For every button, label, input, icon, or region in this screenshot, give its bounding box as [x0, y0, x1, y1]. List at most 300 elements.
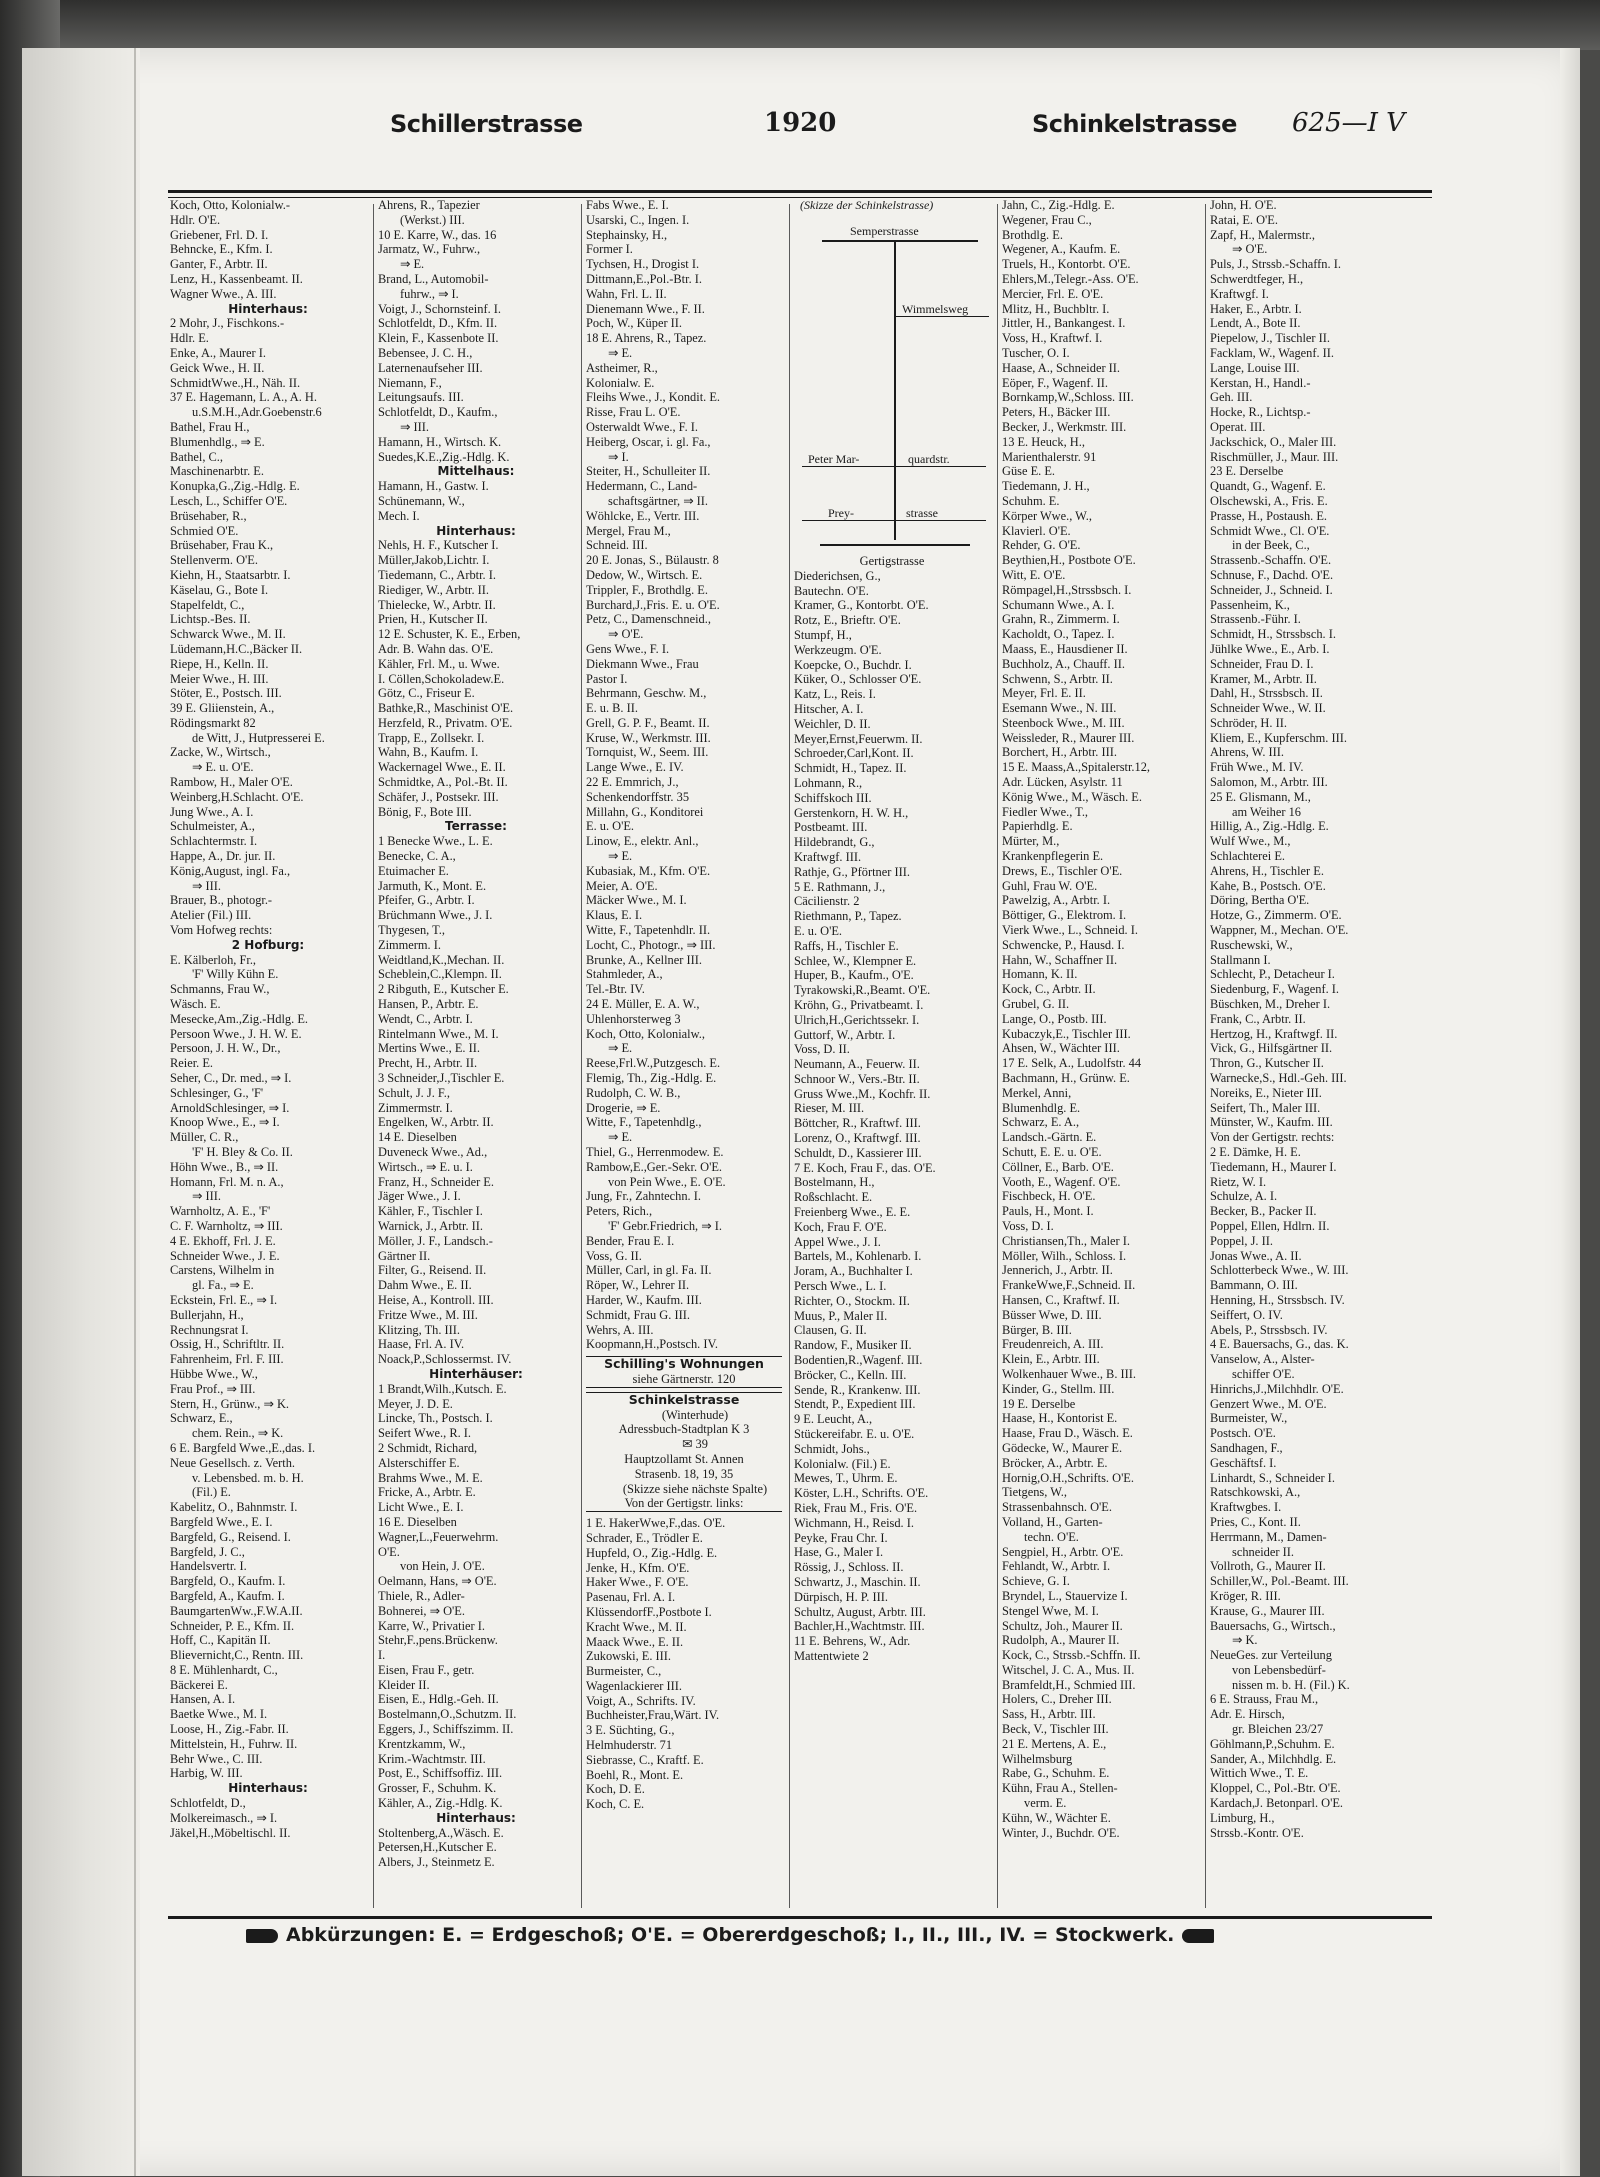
directory-entry: Roßschlacht. E.	[794, 1190, 873, 1205]
directory-entry: Brand, L., Automobil-	[378, 271, 489, 286]
directory-entry: Fiedler Wwe., T.,	[1002, 804, 1089, 819]
directory-entry: Fehlandt, W., Arbtr. I.	[1002, 1559, 1111, 1574]
directory-entry: Bröcker, A., Arbtr. E.	[1002, 1455, 1108, 1470]
directory-entry: Jäkel,H.,Möbeltischl. II.	[170, 1825, 291, 1840]
directory-entry: Kähler, F., Tischler I.	[378, 1204, 483, 1219]
directory-entry: Gruss Wwe.,M., Kochfr. II.	[794, 1086, 931, 1101]
directory-entry: Katz, L., Reis. I.	[794, 687, 876, 702]
directory-entry: Blumenhdlg., ⇒ E.	[170, 434, 265, 449]
directory-entry: Salomon, M., Arbtr. III.	[1210, 775, 1328, 790]
directory-entry: Meyer, J. D. E.	[378, 1396, 453, 1411]
directory-entry: Heiberg, Oscar, i. gl. Fa.,	[586, 434, 711, 449]
directory-entry: Fischbeck, H. O'E.	[1002, 1189, 1096, 1204]
directory-entry: ⇒ E.	[608, 849, 633, 864]
directory-entry: Schultz, Joh., Maurer II.	[1002, 1618, 1123, 1633]
directory-entry: Vierk Wwe., L., Schneid. I.	[1002, 923, 1138, 938]
directory-entry: Strassenbahnsch. O'E.	[1002, 1500, 1112, 1515]
directory-entry: Bargfeld, G., Reisend. I.	[170, 1529, 291, 1544]
directory-entry: Uhlenhorsterweg 3	[586, 1011, 681, 1026]
directory-entry: Sass, H., Arbtr. III.	[1002, 1707, 1096, 1722]
directory-entry: Bargfeld, O., Kaufm. I.	[170, 1574, 286, 1589]
directory-entry: Landsch.-Gärtn. E.	[1002, 1130, 1097, 1145]
directory-entry: 9 E. Leucht, A.,	[794, 1412, 873, 1427]
directory-entry: Wolkenhauer Wwe., B. III.	[1002, 1366, 1136, 1381]
directory-entry: Bostelmann,O.,Schutzm. II.	[378, 1707, 517, 1722]
directory-entry: Haase, Frau D., Wäsch. E.	[1002, 1426, 1133, 1441]
directory-entry: Rotz, E., Brieftr. O'E.	[794, 613, 901, 628]
directory-entry: Rambow, H., Maler O'E.	[170, 775, 293, 790]
directory-entry: Lincke, Th., Postsch. I.	[378, 1411, 493, 1426]
directory-entry: Witt, E. O'E.	[1002, 567, 1066, 582]
directory-entry: Gödecke, W., Maurer E.	[1002, 1440, 1123, 1455]
directory-entry: Stoltenberg,A.,Wäsch. E.	[378, 1825, 504, 1840]
directory-entry: Holers, C., Dreher III.	[1002, 1692, 1112, 1707]
directory-entry: (Skizze siehe nächste Spalte)	[622, 1481, 768, 1496]
directory-entry: Albers, J., Steinmetz E.	[378, 1855, 495, 1870]
directory-entry: 10 E. Karre, W., das. 16	[378, 227, 497, 242]
directory-entry: Eggers, J., Schiffszimm. II.	[378, 1722, 514, 1737]
directory-entry: Sandhagen, F.,	[1210, 1440, 1283, 1455]
directory-entry: ⇒ III.	[192, 1189, 221, 1204]
directory-entry: Eöper, F., Wagenf. II.	[1002, 375, 1109, 390]
directory-entry: Adr. E. Hirsch,	[1210, 1707, 1285, 1722]
directory-entry: Knoop Wwe., E., ⇒ I.	[170, 1115, 280, 1130]
directory-entry: Kardach,J. Betonparl. O'E.	[1210, 1796, 1343, 1811]
directory-entry: Hedermann, C., Land-	[586, 479, 698, 494]
directory-entry: Riediger, W., Arbtr. II.	[378, 582, 490, 597]
directory-entry: Appel Wwe., J. I.	[794, 1234, 881, 1249]
directory-entry: Stückereifabr. E. u. O'E.	[794, 1427, 915, 1442]
directory-entry: u.S.M.H.,Adr.Goebenstr.6	[192, 405, 322, 420]
directory-entry: Rathje, G., Pförtner III.	[794, 864, 910, 879]
directory-entry: Harder, W., Kaufm. III.	[586, 1292, 702, 1307]
directory-entry: Becker, J., Werkmstr. III.	[1002, 419, 1127, 434]
directory-entry: Körper Wwe., W.,	[1002, 508, 1092, 523]
directory-entry: Bröcker, C., Kelln. III.	[794, 1367, 907, 1382]
directory-entry: 'F' H. Bley & Co. II.	[192, 1145, 293, 1159]
directory-entry: C. F. Warnholtz, ⇒ III.	[170, 1218, 283, 1233]
directory-entry: Schulmeister, A.,	[170, 819, 255, 834]
directory-entry: Bargfeld, J. C.,	[170, 1544, 245, 1559]
directory-entry: Schneider Wwe., J. E.	[170, 1248, 280, 1263]
directory-entry: 8 E. Mühlenhardt, C.,	[170, 1662, 278, 1677]
directory-entry: de Witt, J., Hutpresserei E.	[192, 730, 325, 745]
directory-entry: Geschäftsf. I.	[1210, 1455, 1277, 1470]
directory-entry: 37 E. Hagemann, L. A., A. H.	[170, 390, 317, 405]
directory-entry: Volland, H., Garten-	[1002, 1514, 1103, 1529]
directory-entry: Köster, L.H., Schrifts. O'E.	[794, 1486, 929, 1501]
directory-entry: Schulze, A. I.	[1210, 1189, 1278, 1204]
directory-entry: 23 E. Derselbe	[1210, 464, 1284, 479]
directory-entry: Hansen, P., Arbtr. E.	[378, 997, 479, 1012]
directory-entry: Dahl, H., Strssbsch. II.	[1210, 686, 1323, 701]
directory-entry: 2 Mohr, J., Fischkons.-	[170, 316, 285, 331]
directory-entry: Diekmann Wwe., Frau	[586, 656, 699, 671]
directory-entry: Mergel, Frau M.,	[586, 523, 671, 538]
directory-entry: Geick Wwe., H. II.	[170, 360, 265, 375]
directory-entry: Schlachterei E.	[1210, 849, 1285, 864]
directory-entry: Karre, W., Privatier I.	[378, 1618, 486, 1633]
directory-entry: Papierhdlg. E.	[1002, 819, 1073, 834]
directory-entry: Hübbe Wwe., W.,	[170, 1366, 258, 1381]
directory-entry: Rödingsmarkt 82	[170, 715, 256, 730]
directory-entry: Schröder, H. II.	[1210, 715, 1287, 730]
directory-entry: Hansen, C., Kraftwf. II.	[1002, 1292, 1120, 1307]
directory-entry: Sende, R., Krankenw. III.	[794, 1382, 921, 1397]
street-sketch	[794, 198, 990, 548]
directory-entry: E. u. O'E.	[794, 923, 843, 938]
directory-entry: Voss, H., Kraftwf. I.	[1002, 331, 1103, 346]
directory-entry: Former I.	[586, 242, 633, 257]
directory-entry: Haase, A., Schneider II.	[1002, 360, 1121, 375]
directory-entry: Schmidt, H., Strssbsch. I.	[1210, 627, 1336, 642]
directory-entry: Klavierl. O'E.	[1002, 523, 1071, 538]
directory-entry: Wendt, C., Arbtr. I.	[378, 1011, 473, 1026]
directory-entry: Bebensee, J. C. H.,	[378, 345, 473, 360]
directory-entry: 6 E. Bargfeld Wwe.,E.,das. I.	[170, 1440, 316, 1455]
directory-entry: Ruschewski, W.,	[1210, 937, 1293, 952]
directory-entry: Hitscher, A. I.	[794, 701, 864, 716]
directory-entry: Engelken, W., Arbtr. II.	[378, 1115, 494, 1130]
directory-entry: Homann, K. II.	[1002, 967, 1078, 982]
directory-entry: Krankenpflegerin E.	[1002, 849, 1104, 864]
directory-entry: Winter, J., Buchdr. O'E.	[1002, 1825, 1120, 1840]
directory-entry: Schutt, E. E. u. O'E.	[1002, 1145, 1102, 1159]
directory-entry: Pries, C., Kont. II.	[1210, 1514, 1301, 1529]
directory-entry: 24 E. Müller, E. A. W.,	[586, 997, 700, 1012]
directory-entry: Käselau, G., Bote I.	[170, 582, 269, 597]
directory-entry: Wegener, A., Kaufm. E.	[1002, 242, 1121, 257]
sketch-road-top	[822, 240, 978, 242]
directory-entry: Boehl, R., Mont. E.	[586, 1767, 684, 1782]
directory-entry: Ahrens, H., Tischler E.	[1210, 863, 1324, 878]
directory-entry: Witte, F., Tapetenhdlg.,	[586, 1115, 702, 1130]
directory-entry: Schultz, August, Arbtr. III.	[794, 1604, 926, 1619]
directory-entry: Jarmatz, W., Fuhrw.,	[378, 242, 481, 257]
directory-entry: Vollroth, G., Maurer II.	[1210, 1559, 1326, 1574]
directory-entry: Grubel, G. II.	[1002, 997, 1070, 1012]
directory-entry: Koch, Otto, Kolonialw.-	[170, 198, 290, 212]
directory-entry: Krause, G., Maurer III.	[1210, 1603, 1325, 1618]
directory-entry: gr. Bleichen 23/27	[1232, 1722, 1324, 1737]
directory-entry: Schmidtke, A., Pol.-Bt. II.	[378, 775, 508, 790]
column-1	[170, 198, 366, 1912]
directory-entry: von Hein, J. O'E.	[400, 1559, 485, 1574]
directory-entry: Rietz, W. I.	[1210, 1174, 1267, 1189]
directory-entry: FrankeWwe,F.,Schneid. II.	[1002, 1278, 1136, 1293]
directory-entry: Schlotfeldt, D., Kaufm.,	[378, 405, 498, 420]
directory-entry: Tiedemann, J. H.,	[1002, 479, 1090, 494]
directory-entry: Haase, Frl. A. IV.	[378, 1337, 465, 1352]
advert-box	[586, 1356, 782, 1388]
directory-entry: Von der Gertigstr. links:	[624, 1496, 744, 1511]
page-right-edge	[1560, 48, 1580, 2176]
column-divider	[1205, 204, 1206, 1908]
directory-entry: Dittmann,E.,Pol.-Btr. I.	[586, 271, 702, 286]
directory-entry: (Winterhude)	[661, 1407, 729, 1422]
directory-entry: Schroeder,Carl,Kont. II.	[794, 746, 914, 761]
directory-entry: Osterwaldt Wwe., F. I.	[586, 419, 698, 434]
directory-entry: Kühn, W., Wächter E.	[1002, 1810, 1111, 1825]
directory-entry: von Lebensbedürf-	[1232, 1662, 1326, 1677]
directory-entry: 6 E. Strauss, Frau M.,	[1210, 1692, 1319, 1707]
directory-entry: Böttiger, G., Elektrom. I.	[1002, 908, 1127, 923]
header-rule	[168, 190, 1432, 198]
directory-entry: Lange Wwe., E. IV.	[586, 760, 684, 775]
directory-entry: Molkereimasch., ⇒ I.	[170, 1810, 278, 1825]
directory-entry: König,August, ingl. Fa.,	[170, 863, 291, 878]
directory-entry: Klein, F., Kassenbote II.	[378, 331, 499, 346]
directory-entry: Wagner Wwe., A. III.	[170, 286, 277, 301]
directory-entry: Atelier (Fil.) III.	[170, 908, 252, 923]
directory-entry: Griebener, Frl. D. I.	[170, 227, 269, 242]
directory-entry: Bargfeld, A., Kaufm. I.	[170, 1588, 285, 1603]
directory-entry: 16 E. Dieselben	[378, 1514, 457, 1529]
directory-entry: Gens Wwe., F. I.	[586, 641, 670, 656]
directory-entry: Kiehn, H., Staatsarbtr. I.	[170, 567, 291, 582]
directory-entry: Bargfeld Wwe., E. I.	[170, 1514, 273, 1529]
directory-entry: Mech. I.	[378, 508, 420, 523]
directory-entry: Terrasse:	[445, 819, 507, 834]
directory-entry: Göhlmann,P.,Schuhm. E.	[1210, 1736, 1335, 1751]
directory-entry: Filter, G., Reisend. II.	[378, 1263, 487, 1278]
directory-entry: Poppel, Ellen, Hdlrn. II.	[1210, 1218, 1330, 1233]
directory-entry: SchmidtWwe.,H., Näh. II.	[170, 375, 301, 390]
pointing-hand-icon	[246, 1929, 278, 1943]
directory-entry: Bathel, Frau H.,	[170, 419, 250, 434]
directory-entry: Wackernagel Wwe., E. II.	[378, 760, 506, 775]
directory-entry: Ulrich,H.,Gerichtssekr. I.	[794, 1012, 920, 1027]
directory-entry: Tiedemann, H., Maurer I.	[1210, 1159, 1337, 1174]
directory-entry: Seifert, Th., Maler III.	[1210, 1100, 1321, 1115]
directory-entry: Reier. E.	[170, 1056, 214, 1071]
directory-entry: 17 E. Selk, A., Ludolfstr. 44	[1002, 1056, 1142, 1071]
directory-entry: Behr Wwe., C. III.	[170, 1751, 263, 1766]
directory-entry: Koch, Frau F. O'E.	[794, 1219, 887, 1234]
directory-entry: Carstens, Wilhelm in	[170, 1263, 275, 1278]
directory-entry: I.	[378, 1648, 386, 1663]
directory-entry: Steenbock Wwe., M. III.	[1002, 715, 1125, 730]
abbreviations-text: Abkürzungen: E. = Erdgeschoß; O'E. = Obererdgeschoß; I., II., III., IV. = Stockwerk.	[286, 1924, 1175, 1946]
directory-entry: Rieser, M. III.	[794, 1101, 865, 1116]
directory-entry: Mürter, M.,	[1002, 834, 1060, 849]
directory-columns	[170, 198, 1430, 1912]
directory-entry: Konupka,G.,Zig.-Hdlg. E.	[170, 479, 300, 494]
directory-entry: Trippler, F., Brothdlg. E.	[586, 582, 708, 597]
binding-gutter	[22, 48, 140, 2176]
directory-entry: Lüdemann,H.C.,Bäcker II.	[170, 641, 303, 656]
directory-entry: ⇒ I.	[608, 449, 629, 464]
directory-entry: Schuldt, D., Kassierer III.	[794, 1145, 922, 1160]
directory-entry: Mattentwiete 2	[794, 1648, 869, 1663]
directory-entry: 22 E. Emmrich, J.,	[586, 775, 679, 790]
directory-entry: Dürpisch, H. P. III.	[794, 1589, 888, 1604]
directory-entry: Römpagel,H.,Strssbsch. I.	[1002, 582, 1132, 597]
directory-entry: Becker, B., Packer II.	[1210, 1204, 1317, 1219]
directory-entry: Voss, D. II.	[794, 1042, 850, 1057]
directory-entry: Piepelow, J., Tischler II.	[1210, 331, 1331, 346]
directory-entry: Seiffert, O. IV.	[1210, 1307, 1283, 1322]
directory-entry: Rintelmann Wwe., M. I.	[378, 1026, 499, 1041]
directory-entry: Hinrichs,J.,Milchhdlr. O'E.	[1210, 1381, 1344, 1396]
directory-entry: Kubasiak, M., Kfm. O'E.	[586, 863, 711, 878]
directory-entry: 39 E. Gliienstein, A.,	[170, 701, 275, 716]
directory-entry: Rabe, G., Schuhm. E.	[1002, 1766, 1110, 1781]
sketch-road-main	[894, 240, 896, 540]
directory-entry: Hildebrandt, G.,	[794, 835, 875, 850]
directory-entry: Wäsch. E.	[170, 997, 221, 1012]
directory-entry: Schnoor W., Vers.-Btr. II.	[794, 1071, 920, 1086]
directory-entry: Tiedemann, C., Arbtr. I.	[378, 567, 496, 582]
directory-entry: Stallmann I.	[1210, 952, 1271, 967]
directory-entry: Kerstan, H., Handl.-	[1210, 375, 1311, 390]
directory-entry: E. u. B. II.	[586, 701, 638, 716]
directory-entry: Dahm Wwe., E. II.	[378, 1278, 472, 1293]
sketch-label-semperstrasse: Semperstrasse	[850, 224, 919, 238]
directory-entry: Eisen, Frau F., getr.	[378, 1662, 475, 1677]
directory-entry: Mewes, T., Uhrm. E.	[794, 1471, 898, 1486]
directory-entry: Schmidt Wwe., Cl. O'E.	[1210, 523, 1330, 538]
directory-entry: Stern, H., Grünw., ⇒ K.	[170, 1396, 290, 1411]
directory-entry: Kramer, M., Arbtr. II.	[1210, 671, 1317, 686]
directory-entry: Freienberg Wwe., E. E.	[794, 1205, 911, 1220]
directory-entry: 'F' Willy Kühn E.	[192, 967, 279, 982]
directory-entry: Hornig,O.H.,Schrifts. O'E.	[1002, 1470, 1134, 1485]
directory-entry: Voss, G. II.	[586, 1248, 642, 1263]
directory-entry: Weichler, D. II.	[794, 716, 871, 731]
directory-entry: Schäfer, J., Postsekr. III.	[378, 789, 499, 804]
directory-entry: Schmied O'E.	[170, 523, 239, 538]
directory-entry: 18 E. Ahrens, R., Tapez.	[586, 331, 707, 346]
directory-entry: Böttcher, R., Kraftwf. III.	[794, 1116, 921, 1131]
directory-entry: ✉ 39	[682, 1437, 708, 1452]
directory-entry: ⇒ III.	[400, 419, 429, 434]
directory-entry: Wagenlackierer III.	[586, 1678, 682, 1693]
directory-entry: Schlachtermstr. I.	[170, 834, 258, 849]
directory-entry: ⇒ E.	[400, 257, 425, 272]
directory-entry: Stapelfeldt, C.,	[170, 597, 245, 612]
directory-entry: Hamann, H., Wirtsch. K.	[378, 434, 502, 449]
directory-entry: Bathke,R., Maschinist O'E.	[378, 701, 514, 716]
abbreviations-footer	[238, 1924, 1378, 1954]
directory-entry: Schlesinger, G., 'F'	[170, 1085, 264, 1100]
sketch-label-strasse: strasse	[906, 506, 938, 520]
directory-entry: KlüssendorfF.,Postbote I.	[586, 1604, 712, 1619]
directory-entry: Kracht Wwe., M. II.	[586, 1619, 687, 1634]
directory-entry: Hauptzollamt St. Annen	[624, 1451, 744, 1466]
directory-entry: Koch, C. E.	[586, 1797, 645, 1812]
directory-entry: Burchard,J.,Fris. E. u. O'E.	[586, 597, 720, 612]
directory-entry: Voigt, A., Schrifts. IV.	[586, 1693, 696, 1708]
directory-entry: Wagner,L.,Feuerwehrm.	[378, 1529, 499, 1544]
directory-entry: Prasse, H., Postaush. E.	[1210, 508, 1328, 523]
directory-entry: Bohnerei, ⇒ O'E.	[378, 1603, 465, 1618]
directory-entry: O'E.	[378, 1544, 400, 1559]
directory-entry: Freudenreich, A. III.	[1002, 1337, 1104, 1352]
directory-entry: Drogerie, ⇒ E.	[586, 1100, 661, 1115]
directory-entry: Riepe, H., Kelln. II.	[170, 656, 269, 671]
directory-entry: Hinterhaus:	[436, 1810, 516, 1825]
directory-entry: Blievernicht,C., Rentn. III.	[170, 1648, 304, 1663]
header-year: 1920	[764, 108, 837, 138]
column-divider	[581, 204, 582, 1908]
directory-entry: E. Kälberloh, Fr.,	[170, 952, 257, 967]
directory-entry: Schünemann, W.,	[378, 493, 465, 508]
directory-entry: verm. E.	[1024, 1796, 1067, 1811]
directory-entry: Röper, W., Lehrer II.	[586, 1278, 690, 1293]
directory-entry: Kühn, Frau A., Stellen-	[1002, 1781, 1118, 1796]
directory-entry: Postbeamt. III.	[794, 820, 868, 835]
street-heading-title: Schinkelstrasse	[628, 1392, 740, 1407]
directory-entry: Puls, J., Strssb.-Schaffn. I.	[1210, 257, 1341, 272]
directory-entry: ⇒ E.	[608, 1130, 633, 1145]
directory-entry: Kröger, R. III.	[1210, 1588, 1281, 1603]
directory-entry: Persch Wwe., L. I.	[794, 1279, 887, 1294]
sketch-label-gertigstrasse: Gertigstrasse	[859, 554, 925, 568]
directory-entry: Kolonialw. (Fil.) E.	[794, 1456, 891, 1471]
directory-entry: Bornkamp,W.,Schloss. III.	[1002, 390, 1134, 405]
directory-entry: Weinberg,H.Schlacht. O'E.	[170, 789, 304, 804]
directory-entry: 15 E. Maass,A.,Spitalerstr.12,	[1002, 760, 1150, 775]
directory-entry: 20 E. Jonas, S., Bülaustr. 8	[586, 553, 719, 568]
directory-entry: (Fil.) E.	[192, 1485, 231, 1500]
sketch-caption: (Skizze der Schinkelstrasse)	[800, 198, 934, 212]
directory-entry: Wichmann, H., Reisd. I.	[794, 1515, 914, 1530]
directory-entry: Schwartz, J., Maschin. II.	[794, 1574, 921, 1589]
directory-entry: 1 Brandt,Wilh.,Kutsch. E.	[378, 1381, 507, 1396]
directory-entry: chem. Rein., ⇒ K.	[192, 1426, 284, 1441]
directory-entry: Beck, V., Tischler III.	[1002, 1722, 1109, 1737]
directory-entry: Pawelzig, A., Arbtr. I.	[1002, 893, 1111, 908]
directory-entry: Helmhuderstr. 71	[586, 1738, 673, 1753]
directory-entry: Wittich Wwe., T. E.	[1210, 1766, 1309, 1781]
directory-entry: Pasenau, Frl. A. I.	[586, 1590, 676, 1605]
column-4	[794, 198, 990, 1912]
directory-entry: Usarski, C., Ingen. I.	[586, 212, 690, 227]
directory-entry: Ratai, E. O'E.	[1210, 212, 1278, 227]
directory-entry: Bachler,H.,Wachtmstr. III.	[794, 1619, 925, 1634]
directory-entry: Ahrens, R., Tapezier	[378, 198, 480, 212]
directory-entry: Hase, G., Maler I.	[794, 1545, 884, 1560]
directory-entry: Riek, Frau M., Fris. O'E.	[794, 1501, 918, 1515]
directory-entry: Tychsen, H., Drogist I.	[586, 257, 700, 272]
directory-entry: Güse E. E.	[1002, 464, 1055, 479]
directory-entry: Stahmleder, A.,	[586, 967, 663, 982]
directory-entry: Beythien,H., Postbote O'E.	[1002, 553, 1136, 568]
directory-entry: Jühlke Wwe., E., Arb. I.	[1210, 641, 1330, 656]
directory-entry: Clausen, G. II.	[794, 1323, 867, 1338]
directory-entry: Risse, Frau L. O'E.	[586, 405, 681, 420]
directory-entry: Witschel, J. C. A., Mus. II.	[1002, 1662, 1135, 1677]
directory-entry: Thielecke, W., Arbtr. II.	[378, 597, 496, 612]
directory-entry: Ratschkowski, A.,	[1210, 1485, 1301, 1500]
directory-entry: Rudolph, A., Maurer II.	[1002, 1633, 1120, 1648]
directory-entry: Jonas Wwe., A. II.	[1210, 1248, 1302, 1263]
directory-entry: Abels, P., Strssbsch. IV.	[1210, 1322, 1328, 1337]
directory-entry: Facklam, W., Wagenf. II.	[1210, 345, 1335, 360]
directory-entry: Schmanns, Frau W.,	[170, 982, 270, 997]
directory-entry: Flemig, Th., Zig.-Hdlg. E.	[586, 1071, 717, 1086]
directory-entry: Siedenburg, F., Wagenf. I.	[1210, 982, 1340, 997]
directory-entry: Schrader, E., Trödler E.	[586, 1530, 703, 1545]
directory-entry: Weissleder, R., Maurer III.	[1002, 730, 1135, 745]
directory-entry: Krentzkamm, W.,	[378, 1736, 466, 1751]
directory-entry: Büsser Wwe, D. III.	[1002, 1307, 1102, 1322]
directory-entry: Heise, A., Kontroll. III.	[378, 1292, 494, 1307]
directory-entry: Döring, Bertha O'E.	[1210, 893, 1310, 908]
directory-entry: Jennerich, J., Arbtr. II.	[1002, 1263, 1113, 1278]
directory-entry: Brahms Wwe., M. E.	[378, 1470, 483, 1485]
